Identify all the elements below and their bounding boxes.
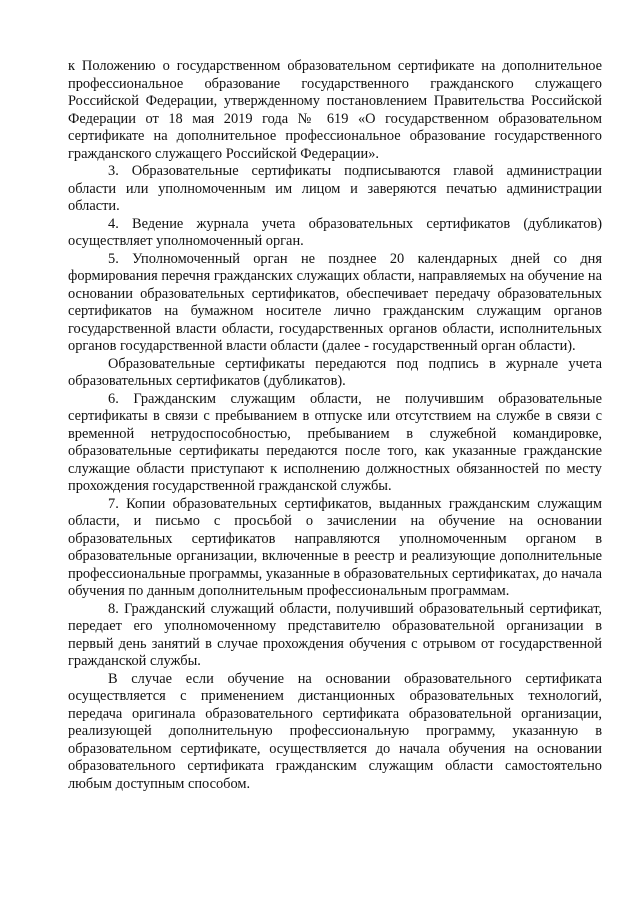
paragraph-continuation: к Положению о государственном образовательном сертификате на дополнительное профессиональное образование государственного гражданского служащего Российской Федерации, утвержденному постановлением Правительства Российской Федерации от 18 мая 2019 года № 619 «О государственном образовательном сертификате на дополнительное профессиональное образование государственного гражданского служащего Российской Федерации». [68,58,602,162]
paragraph-item-5: 5. Уполномоченный орган не позднее 20 календарных дней со дня формирования перечня гражданских служащих области, направляемых на обучение на основании образовательных сертификатов, обеспечивает передачу образовательных сертификатов на бумажном носителе лично гражданским служащим органов государственной власти области, государственных органов области, исполнительных органов государственной власти области (далее - государственный орган области). [68,250,602,354]
paragraph-item-8: 8. Гражданский служащий области, получивший образовательный сертификат, передает его уполномоченному представителю образовательной организации в первый день занятий в случае прохождения обучения с отрывом от государственной гражданской службы. [68,600,602,669]
paragraph-item-4: 4. Ведение журнала учета образовательных сертификатов (дубликатов) осуществляет уполномоченный орган. [68,215,602,249]
paragraph-item-8-note: В случае если обучение на основании образовательного сертификата осуществляется с применением дистанционных образовательных технологий, передача оригинала образовательного сертификата образовательной организации, реализующей дополнительную профессиональную программу, указанную в образовательном сертификате, осуществляется до начала обучения на основании образовательного сертификата гражданским служащим области самостоятельно любым доступным способом. [68,670,602,792]
paragraph-item-6: 6. Гражданским служащим области, не получившим образовательные сертификаты в связи с пребыванием в отпуске или отсутствием на службе в связи с временной нетрудоспособностью, пребыванием в служебной командировке, образовательные сертификаты передаются после того, как указанные гражданские служащие области приступают к исполнению должностных обязанностей по месту прохождения государственной гражданской службы. [68,390,602,494]
document-page [68,58,602,793]
paragraph-item-5-note: Образовательные сертификаты передаются под подпись в журнале учета образовательных сертификатов (дубликатов). [68,355,602,389]
paragraph-item-7: 7. Копии образовательных сертификатов, выданных гражданским служащим области, и письмо с просьбой о зачислении на обучение на основании образовательных сертификатов направляются уполномоченным органом в образовательные организации, включенные в реестр и реализующие дополнительные профессиональные программы, указанные в образовательных сертификатах, до начала обучения по данным дополнительным профессиональным программам. [68,495,602,599]
paragraph-item-3: 3. Образовательные сертификаты подписываются главой администрации области или уполномоченным им лицом и заверяются печатью администрации области. [68,163,602,214]
